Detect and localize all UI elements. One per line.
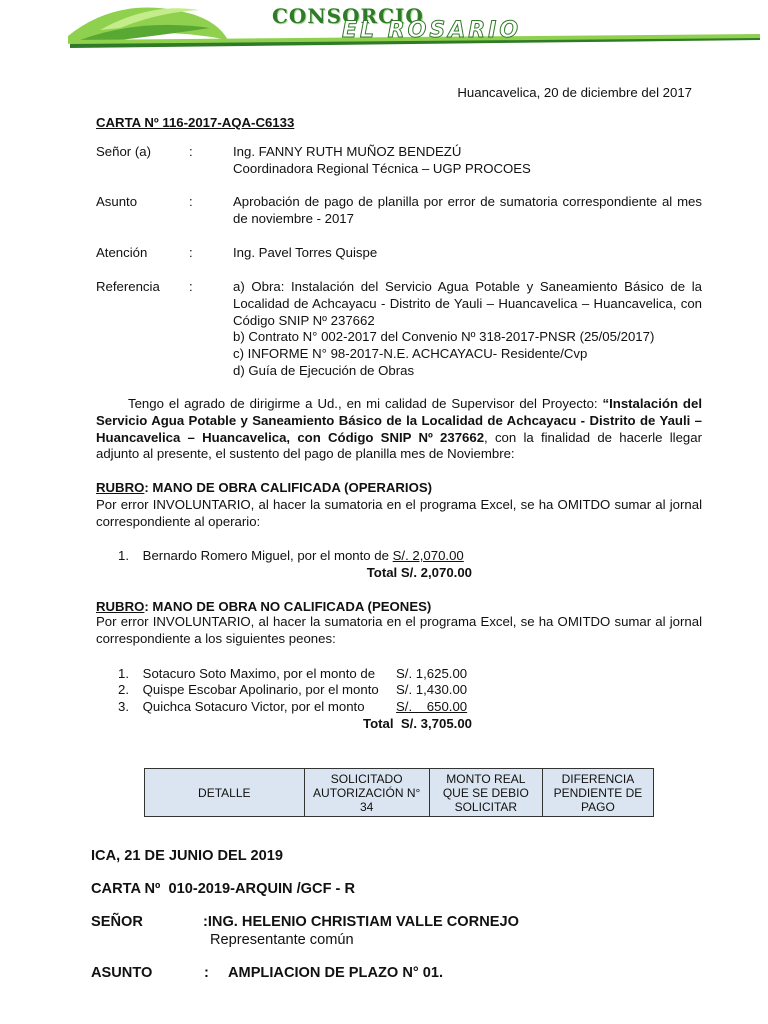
list-number: 2.: [118, 682, 129, 697]
project-name: “Instalación del Servicio Agua Potable y Saneamiento Básico de la Localidad de Achcayacu - Distrito de Yauli – Huancavelica – Huancavelica, con Código SNIP Nº 237662: [96, 396, 702, 445]
brand-name-line2: EL ROSARIO: [342, 18, 522, 43]
field-label: Señor (a): [96, 144, 151, 159]
brand-name-line1: CONSORCIO: [272, 4, 424, 28]
rubro-label: RUBRO: [96, 599, 145, 614]
subject-text-2: AMPLIACION DE PLAZO N° 01.: [228, 965, 444, 981]
intro-paragraph: [96, 396, 702, 463]
field-recipient: [96, 144, 702, 178]
list-number: 3.: [118, 699, 129, 714]
field-value: [233, 144, 702, 178]
list-amount: S/. 650.00: [396, 699, 468, 714]
rubro-2-text: Por error INVOLUNTARIO, al hacer la sumatoria en el programa Excel, se ha OMITDO sumar al jornal correspondiente a los siguientes peones:: [96, 614, 702, 646]
list-item: [118, 548, 464, 565]
rubro-1-total: Total S/. 2,070.00: [366, 565, 472, 580]
list-text: Bernardo Romero Miguel, por el monto de: [142, 548, 393, 563]
rubro-1-text: Por error INVOLUNTARIO, al hacer la sumatoria en el programa Excel, se ha OMITDO sumar al jornal correspondiente al operario:: [96, 497, 702, 529]
place-date: Huancavelica, 20 de diciembre del 2017: [457, 85, 692, 100]
field-attention: [96, 245, 702, 263]
recipient-name: Ing. FANNY RUTH MUÑOZ BENDEZÚ: [233, 144, 462, 159]
list-number: 1.: [118, 548, 129, 563]
subject-colon: :: [204, 965, 209, 981]
list-item: [118, 666, 375, 683]
list-amount: S/. 1,625.00: [396, 666, 468, 681]
subject-label: ASUNTO: [91, 965, 153, 981]
subject-text: Aprobación de pago de planilla por error de sumatoria correspondiente al mes de noviembre - 2017: [233, 194, 702, 226]
table-header-cell: DIFERENCIA PENDIENTE DE PAGO: [542, 769, 653, 817]
reference-item: d) Guía de Ejecución de Obras: [233, 362, 415, 378]
rubro-title: : MANO DE OBRA CALIFICADA (OPERARIOS): [144, 480, 433, 495]
field-colon: :: [189, 245, 193, 260]
list-item: [118, 682, 379, 699]
list-text: Quichca Sotacuro Victor, por el monto: [142, 699, 365, 714]
field-label: Referencia: [96, 279, 160, 294]
field-colon: :: [189, 194, 193, 209]
field-label: Atención: [96, 245, 148, 260]
rubro-2-total: Total S/. 3,705.00: [363, 716, 472, 731]
place-date-2: ICA, 21 DE JUNIO DEL 2019: [91, 848, 283, 864]
reference-item: b) Contrato N° 002-2017 del Convenio Nº 318-2017-PNSR (25/05/2017): [233, 329, 655, 345]
table-header-cell: SOLICITADO AUTORIZACIÓN N° 34: [304, 769, 429, 817]
table-header-cell: DETALLE: [145, 769, 305, 817]
field-reference: [96, 279, 702, 383]
field-label: Asunto: [96, 194, 138, 209]
rubro-title: : MANO DE OBRA NO CALIFICADA (PEONES): [144, 599, 432, 614]
reference-item: a) Obra: Instalación del Servicio Agua Potable y Saneamiento Básico de la Localidad de Achcayacu - Distrito de Yauli – Huancavelica – Huancavelica, con Código SNIP Nº 237662: [233, 279, 702, 328]
detail-table-wrapper: [144, 768, 656, 814]
reference-item: c) INFORME N° 98-2017-N.E. ACHCAYACU- Residente/Cvp: [233, 346, 588, 362]
table-header-row: [145, 769, 654, 817]
letter-reference-number: CARTA Nº 116-2017-AQA-C6133: [96, 115, 295, 130]
table-header-cell: MONTO REAL QUE SE DEBIO SOLICITAR: [429, 769, 542, 817]
letter-reference-number-2: CARTA Nº 010-2019-ARQUIN /GCF - R: [91, 881, 355, 897]
list-text: Quispe Escobar Apolinario, por el monto: [142, 682, 379, 697]
rubro-label: RUBRO: [96, 480, 145, 495]
recipient-name-2: :ING. HELENIO CHRISTIAM VALLE CORNEJO: [203, 914, 519, 930]
recipient-role: Coordinadora Regional Técnica – UGP PROCOES: [233, 160, 531, 176]
list-number: 1.: [118, 666, 129, 681]
reference-list: [233, 279, 702, 380]
rubro-1-heading: [96, 480, 702, 497]
letterhead: [0, 0, 768, 66]
field-subject: [96, 194, 702, 228]
list-item: [118, 699, 365, 716]
field-colon: :: [189, 144, 193, 159]
intro-text-end: , con la finalidad de hacerle llegar adjunto al presente, el sustento del pago de planilla mes de Noviembre:: [96, 429, 702, 462]
list-text: Sotacuro Soto Maximo, por el monto de: [142, 666, 376, 681]
field-colon: :: [189, 279, 193, 294]
recipient-label: SEÑOR: [91, 914, 143, 930]
list-amount: S/. 1,430.00: [396, 682, 468, 697]
attention-text: Ing. Pavel Torres Quispe: [233, 245, 378, 260]
detail-table: [144, 768, 654, 817]
recipient-role-2: Representante común: [210, 932, 354, 948]
intro-text: Tengo el agrado de dirigirme a Ud., en mi calidad de Supervisor del Proyecto:: [128, 396, 603, 411]
list-amount: S/. 2,070.00: [392, 548, 464, 563]
